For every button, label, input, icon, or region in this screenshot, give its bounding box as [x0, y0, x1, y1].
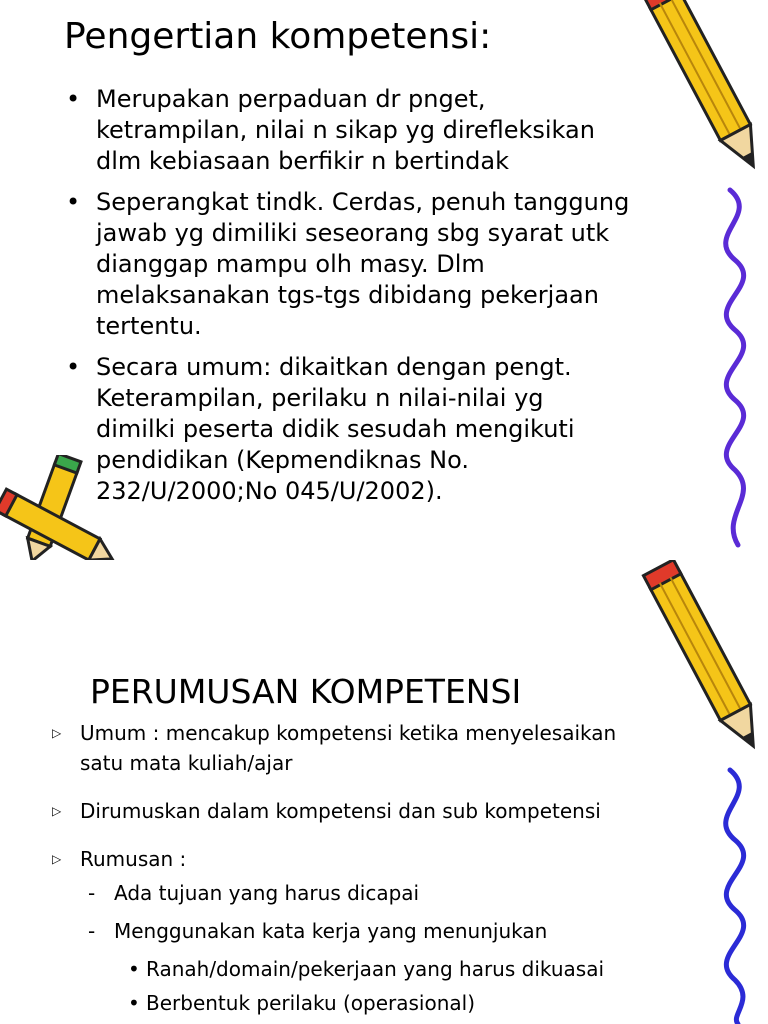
list-line: Umum : mencakup kompetensi ketika menyelesaikan	[80, 721, 617, 745]
slide-title: PERUMUSAN KOMPETENSI	[90, 672, 522, 711]
bullet-line: tertentu.	[96, 312, 202, 340]
bullet-line: pendidikan (Kepmendiknas No.	[96, 446, 469, 474]
bullet-marker: •	[66, 85, 81, 113]
bullet-line: dianggap mampu olh masy. Dlm	[96, 250, 485, 278]
list-line: Ranah/domain/pekerjaan yang harus dikuasai	[146, 957, 605, 981]
bullet-line: Seperangkat tindk. Cerdas, penuh tanggung	[96, 188, 630, 216]
bullet-marker: •	[128, 957, 140, 981]
bullet-line: melaksanakan tgs-tgs dibidang pekerjaan	[96, 281, 599, 309]
bullet-line: Keterampilan, perilaku n nilai-nilai yg	[96, 384, 544, 412]
list-line: Menggunakan kata kerja yang menunjukan	[114, 919, 548, 943]
bullet-marker: •	[66, 188, 81, 216]
bullet-line: 232/U/2000;No 045/U/2002).	[96, 477, 443, 505]
sub-list-item	[88, 916, 547, 946]
sub-list-item	[88, 878, 419, 908]
list-line: Ada tujuan yang harus dicapai	[114, 881, 420, 905]
list-line: Berbentuk perilaku (operasional)	[146, 991, 475, 1015]
arrow-bullet-icon: ▷	[52, 852, 62, 866]
slide-perumusan	[0, 560, 768, 1024]
sub-sub-list-item	[128, 954, 604, 984]
squiggle-line-icon	[726, 770, 744, 1024]
pencil-clipart-icon	[610, 560, 768, 1024]
arrow-bullet-icon: ▷	[52, 804, 62, 818]
bullet-line: dlm kebiasaan berfikir n bertindak	[96, 147, 509, 175]
dash-marker: -	[88, 881, 96, 905]
pencil-clipart-icon	[610, 0, 768, 560]
dash-marker: -	[88, 919, 96, 943]
list-line: Rumusan :	[80, 847, 187, 871]
bullet-marker: •	[128, 991, 140, 1015]
crossed-pencils-icon	[0, 455, 120, 560]
bullet-marker: •	[66, 353, 81, 381]
list-line: satu mata kuliah/ajar	[80, 751, 293, 775]
sub-sub-list-item	[128, 988, 475, 1018]
list-line: Dirumuskan dalam kompetensi dan sub kompetensi	[80, 799, 601, 823]
bullet-line: ketrampilan, nilai n sikap yg direfleksikan	[96, 116, 595, 144]
bullet-line: jawab yg dimiliki seseorang sbg syarat utk	[96, 219, 610, 247]
arrow-bullet-icon: ▷	[52, 726, 62, 740]
slide-title: Pengertian kompetensi:	[64, 16, 492, 57]
bullet-line: dimilki peserta didik sesudah mengikuti	[96, 415, 575, 443]
bullet-line: Secara umum: dikaitkan dengan pengt.	[96, 353, 572, 381]
squiggle-line-icon	[726, 190, 744, 545]
bullet-line: Merupakan perpaduan dr pnget,	[96, 85, 486, 113]
